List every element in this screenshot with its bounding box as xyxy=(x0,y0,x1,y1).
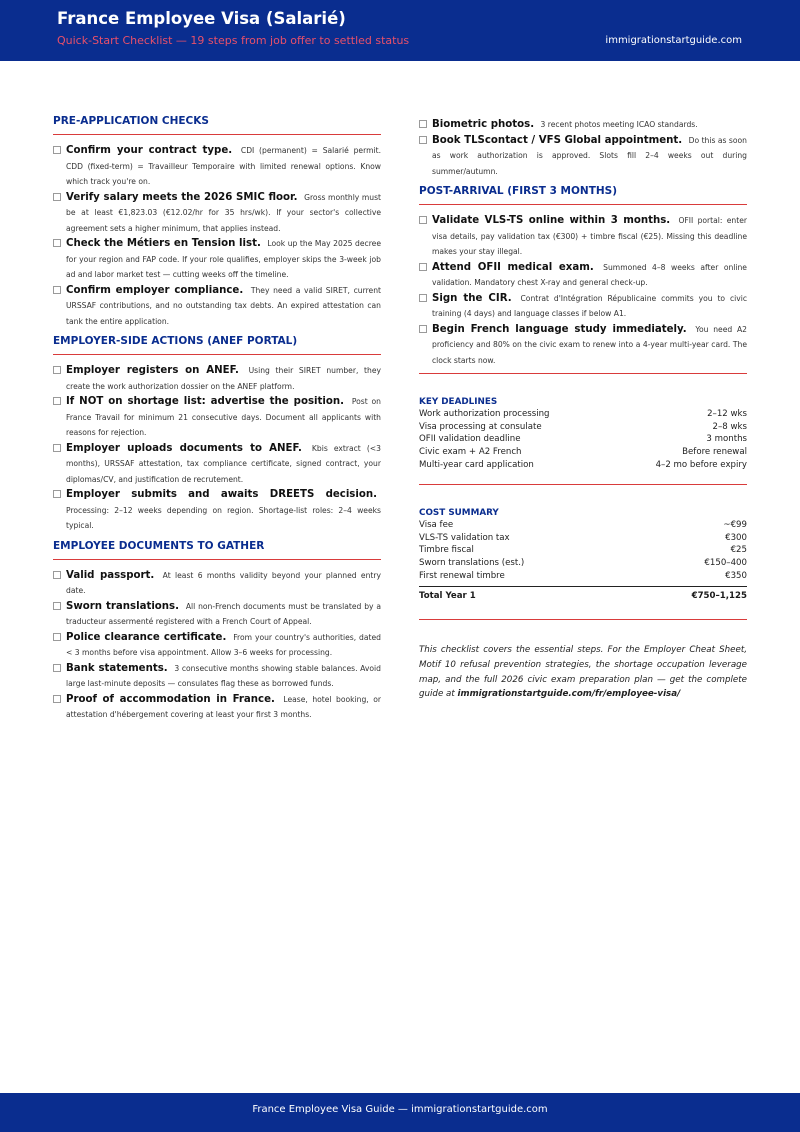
cost-total-value: €750–1,125 xyxy=(691,590,747,601)
item-title: Attend OFII medical exam. xyxy=(432,261,594,273)
item-title: Employer submits and awaits DREETS decision. xyxy=(66,489,377,500)
checkbox-icon[interactable] xyxy=(53,633,61,641)
item-description: OFII portal: enter visa details, pay validation tax (€300) + timbre fiscal (€25). Missing this deadline makes your stay illegal. xyxy=(432,216,747,256)
checkbox-icon[interactable] xyxy=(53,286,61,294)
deadline-row xyxy=(419,408,747,421)
checkbox-icon[interactable] xyxy=(53,146,61,154)
checkbox-icon[interactable] xyxy=(419,263,427,271)
deadline-label: Work authorization processing xyxy=(419,409,550,419)
cost-row xyxy=(419,544,747,557)
checklist-item xyxy=(53,236,381,283)
checkbox-icon[interactable] xyxy=(419,216,427,224)
item-title: Verify salary meets the 2026 SMIC floor. xyxy=(66,191,298,203)
section-divider xyxy=(419,373,747,374)
note-text: This checklist covers the essential steps. For the Employer Cheat Sheet, Motif 10 refusal prevention strategies, the shortage occupation leverage map, and the full 2026 civic exam preparation plan — get the complete guide at xyxy=(419,645,747,700)
item-title: Proof of accommodation in France. xyxy=(66,693,275,705)
header-site-link[interactable]: immigrationstartguide.com xyxy=(605,35,742,46)
checklist-item xyxy=(53,441,381,488)
checkbox-icon[interactable] xyxy=(53,193,61,201)
item-description: Post on France Travail for minimum 21 consecutive days. Document all applicants with reasons for rejection. xyxy=(66,397,381,437)
checkbox-icon[interactable] xyxy=(53,602,61,610)
checklist-item xyxy=(53,599,381,630)
deadline-row xyxy=(419,421,747,434)
section-divider xyxy=(419,484,747,485)
cost-summary-box xyxy=(419,508,747,602)
cost-label: Timbre fiscal xyxy=(419,545,474,556)
cost-summary-heading: COST SUMMARY xyxy=(419,508,499,518)
left-column xyxy=(53,115,381,723)
cost-value: €350 xyxy=(725,570,747,581)
cost-total-label: Total Year 1 xyxy=(419,590,476,601)
section-heading: PRE-APPLICATION CHECKS xyxy=(53,115,381,135)
key-deadlines-heading: KEY DEADLINES xyxy=(419,397,498,407)
cost-row xyxy=(419,532,747,545)
cost-label: Visa fee xyxy=(419,520,454,530)
deadline-value: Before renewal xyxy=(682,447,747,458)
deadline-value: 3 months xyxy=(706,434,747,445)
checklist-item xyxy=(53,630,381,661)
cost-label: First renewal timbre xyxy=(419,570,505,581)
deadline-value: 2–12 wks xyxy=(707,409,747,419)
guide-link[interactable]: immigrationstartguide.com/fr/employee-visa/ xyxy=(457,689,681,700)
checkbox-icon[interactable] xyxy=(53,664,61,672)
item-title: Begin French language study immediately. xyxy=(432,323,687,335)
section-heading: POST-ARRIVAL (FIRST 3 MONTHS) xyxy=(419,185,747,205)
checklist-item xyxy=(53,692,381,723)
item-description: All non-French documents must be translated by a traducteur assermenté registered with a French Court of Appeal. xyxy=(66,601,381,626)
item-title: Bank statements. xyxy=(66,662,168,674)
cost-value: ~€99 xyxy=(723,520,747,530)
deadline-value: 2–8 wks xyxy=(712,421,747,432)
checklist-item xyxy=(419,291,747,322)
checkbox-icon[interactable] xyxy=(419,325,427,333)
item-title: Valid passport. xyxy=(66,569,155,581)
section-heading: EMPLOYEE DOCUMENTS TO GATHER xyxy=(53,540,381,560)
item-title: If NOT on shortage list: advertise the position. xyxy=(66,396,344,407)
item-title: Employer uploads documents to ANEF. xyxy=(66,442,302,454)
item-description: Using their SIRET number, they create the work authorization dossier on the ANEF platform. xyxy=(66,366,381,391)
deadline-row xyxy=(419,433,747,446)
item-title: Book TLScontact / VFS Global appointment. xyxy=(432,134,683,146)
item-description: From your country's authorities, dated < 3 months before visa appointment. Allow 3–6 weeks for processing. xyxy=(66,632,381,657)
item-title: Confirm your contract type. xyxy=(66,145,233,156)
item-description: 3 recent photos meeting ICAO standards. xyxy=(540,120,698,129)
item-description: You need A2 proficiency and 80% on the civic exam to renew into a 4-year multi-year card. The clock starts now. xyxy=(432,324,747,365)
cost-total-row xyxy=(419,586,747,603)
item-description: Look up the May 2025 decree for your region and FAP code. If your role qualifies, employer skips the 3-week job ad and labor market test — cutting weeks off the timeline. xyxy=(66,239,382,279)
item-title: Police clearance certificate. xyxy=(66,631,227,643)
item-description: Contrat d'Intégration Républicaine commits you to civic training (4 days) and language classes if below A1. xyxy=(432,293,748,318)
item-title: Confirm employer compliance. xyxy=(66,284,244,296)
cost-row xyxy=(419,557,747,570)
cost-row xyxy=(419,519,747,532)
item-description: Do this as soon as work authorization is approved. Slots fill 2–4 weeks out during summer/autumn. xyxy=(432,135,747,176)
header-banner xyxy=(0,0,800,61)
deadline-row xyxy=(419,446,747,459)
checklist-item xyxy=(419,260,747,291)
checklist-item xyxy=(419,322,747,369)
item-description: Processing: 2–12 weeks depending on region. Shortage-list roles: 2–4 weeks typical. xyxy=(66,505,381,530)
checkbox-icon[interactable] xyxy=(53,571,61,579)
footer-text: France Employee Visa Guide — immigrationstartguide.com xyxy=(252,1104,548,1115)
deadline-label: Civic exam + A2 French xyxy=(419,447,522,458)
checklist-item xyxy=(53,568,381,599)
cost-value: €300 xyxy=(725,532,747,543)
item-description: Kbis extract (<3 months), URSSAF attestation, tax compliance certificate, signed contract, your diplomas/CV, and justification de recrutement. xyxy=(66,443,381,484)
checkbox-icon[interactable] xyxy=(53,444,61,452)
section-divider xyxy=(419,619,747,620)
cost-label: Sworn translations (est.) xyxy=(419,558,525,569)
deadline-label: Visa processing at consulate xyxy=(419,421,542,432)
checklist-item xyxy=(53,190,381,237)
checkbox-icon[interactable] xyxy=(53,366,61,374)
item-title: Validate VLS-TS online within 3 months. xyxy=(432,215,671,226)
item-title: Biometric photos. xyxy=(432,119,535,130)
page-title: France Employee Visa (Salarié) xyxy=(57,9,346,28)
checklist-item xyxy=(53,283,381,330)
checklist-item xyxy=(53,661,381,692)
footer-banner xyxy=(0,1093,800,1132)
deadline-row xyxy=(419,459,747,472)
item-title: Employer registers on ANEF. xyxy=(66,365,239,376)
checkbox-icon[interactable] xyxy=(53,490,61,498)
closing-note xyxy=(419,643,747,702)
checkbox-icon[interactable] xyxy=(53,695,61,703)
deadline-value: 4–2 mo before expiry xyxy=(655,459,747,470)
item-description: 3 consecutive months showing stable balances. Avoid large last-minute deposits — consulates flag these as borrowed funds. xyxy=(66,663,381,688)
cost-value: €25 xyxy=(730,545,747,556)
checklist-item xyxy=(419,133,747,180)
checkbox-icon[interactable] xyxy=(419,120,427,128)
checkbox-icon[interactable] xyxy=(53,397,61,405)
page-subtitle: Quick-Start Checklist — 19 steps from job offer to settled status xyxy=(57,34,410,47)
cost-value: €150–400 xyxy=(704,558,747,569)
cost-row xyxy=(419,570,747,583)
checklist-item xyxy=(53,143,381,190)
checklist-item xyxy=(419,213,747,260)
checklist-item xyxy=(53,363,381,394)
checklist-item xyxy=(53,394,381,441)
checkbox-icon[interactable] xyxy=(53,239,61,247)
checkbox-icon[interactable] xyxy=(419,294,427,302)
item-description: Gross monthly must be at least €1,823.03 (€12.02/hr for 35 hrs/wk). If your sector's collective agreement sets a higher minimum, that applies instead. xyxy=(66,192,382,233)
item-description: CDI (permanent) = Salarié permit. CDD (fixed-term) = Travailleur Temporaire with limited renewal options. Know which track you're on. xyxy=(66,146,381,186)
section-heading: EMPLOYER-SIDE ACTIONS (ANEF PORTAL) xyxy=(53,335,381,355)
right-column xyxy=(419,117,747,368)
deadline-label: OFII validation deadline xyxy=(419,434,521,445)
deadline-label: Multi-year card application xyxy=(419,459,534,470)
item-description: At least 6 months validity beyond your planned entry date. xyxy=(66,570,382,595)
item-description: Summoned 4–8 weeks after online validation. Mandatory chest X-ray and general check-up. xyxy=(432,262,747,287)
item-title: Check the Métiers en Tension list. xyxy=(66,238,261,249)
item-title: Sworn translations. xyxy=(66,600,179,612)
item-title: Sign the CIR. xyxy=(432,292,512,304)
item-description: Lease, hotel booking, or attestation d'hébergement covering at least your first 3 months. xyxy=(66,694,381,719)
checklist-item xyxy=(53,487,381,534)
item-description: They need a valid SIRET, current URSSAF contributions, and no outstanding tax debts. An expired attestation can tank the entire application. xyxy=(66,285,381,326)
cost-label: VLS-TS validation tax xyxy=(419,532,510,543)
checkbox-icon[interactable] xyxy=(419,136,427,144)
key-deadlines-box xyxy=(419,397,747,472)
checklist-item xyxy=(419,117,747,133)
